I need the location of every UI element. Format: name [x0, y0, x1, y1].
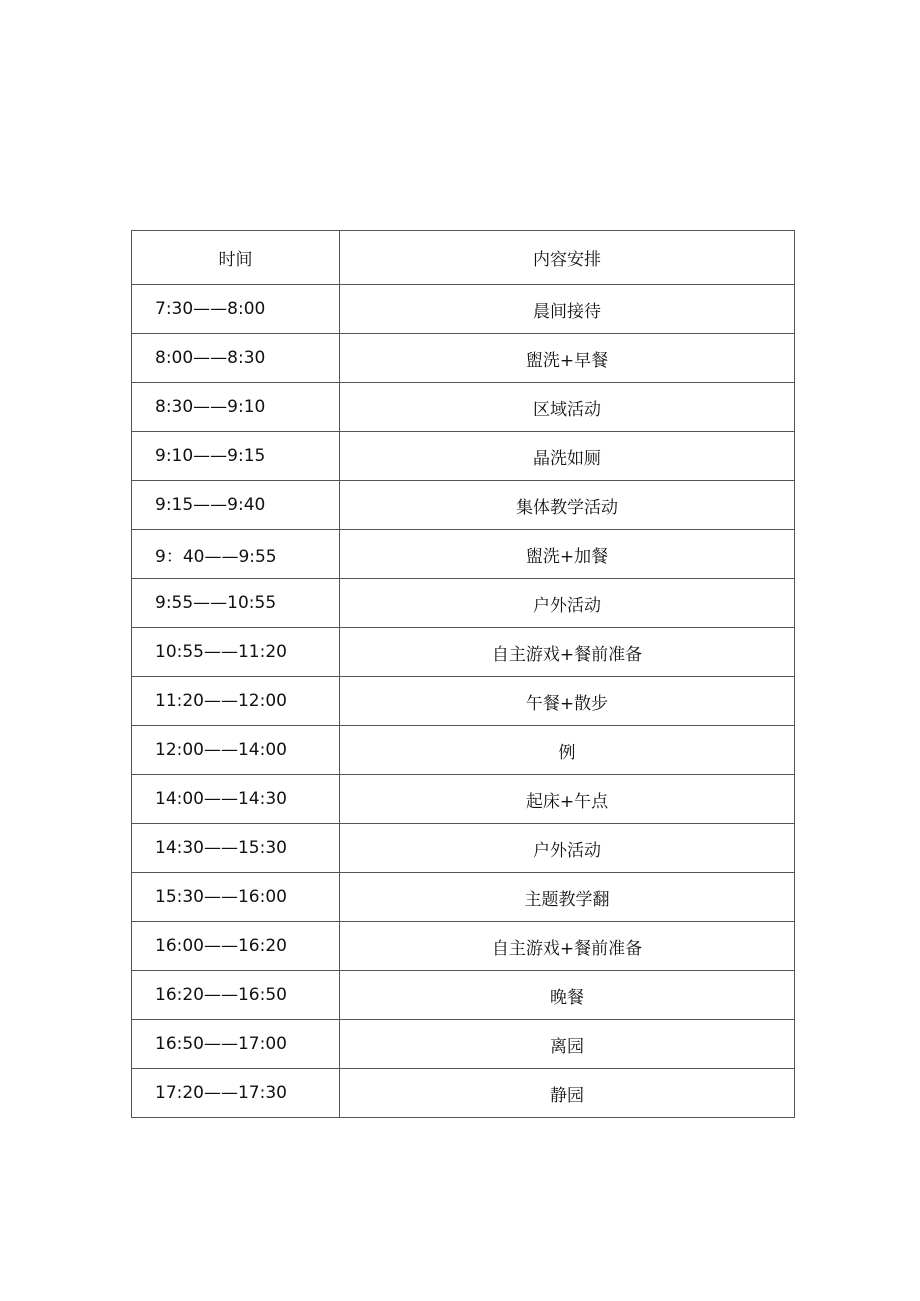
table-row [132, 579, 795, 628]
content-cell: 自主游戏+餐前准备 [340, 922, 795, 971]
content-cell: 户外活动 [340, 824, 795, 873]
content-cell: 晚餐 [340, 971, 795, 1020]
time-cell: 9：40——9:55 [132, 530, 340, 579]
table-row [132, 971, 795, 1020]
content-cell: 户外活动 [340, 579, 795, 628]
content-cell: 主题教学翻 [340, 873, 795, 922]
content-cell: 静园 [340, 1069, 795, 1118]
time-cell: 8:30——9:10 [132, 383, 340, 432]
time-cell: 16:20——16:50 [132, 971, 340, 1020]
content-cell: 离园 [340, 1020, 795, 1069]
time-cell: 11:20——12:00 [132, 677, 340, 726]
table-row [132, 922, 795, 971]
time-cell: 9:15——9:40 [132, 481, 340, 530]
table-row [132, 775, 795, 824]
table-row [132, 824, 795, 873]
content-cell: 盥洗+加餐 [340, 530, 795, 579]
content-cell: 区域活动 [340, 383, 795, 432]
content-cell: 起床+午点 [340, 775, 795, 824]
time-cell: 9:10——9:15 [132, 432, 340, 481]
time-cell: 14:30——15:30 [132, 824, 340, 873]
content-cell: 例 [340, 726, 795, 775]
table-row [132, 1020, 795, 1069]
schedule-table [131, 230, 795, 1118]
table-row [132, 726, 795, 775]
table-row [132, 481, 795, 530]
table-row [132, 1069, 795, 1118]
table-row [132, 530, 795, 579]
time-cell: 16:00——16:20 [132, 922, 340, 971]
time-cell: 17:20——17:30 [132, 1069, 340, 1118]
table-row [132, 628, 795, 677]
time-cell: 7:30——8:00 [132, 285, 340, 334]
time-cell: 9:55——10:55 [132, 579, 340, 628]
time-cell: 12:00——14:00 [132, 726, 340, 775]
table-row [132, 432, 795, 481]
header-time: 时间 [132, 231, 340, 285]
time-cell: 10:55——11:20 [132, 628, 340, 677]
time-cell: 16:50——17:00 [132, 1020, 340, 1069]
content-cell: 午餐+散步 [340, 677, 795, 726]
content-cell: 盥洗+早餐 [340, 334, 795, 383]
table-row [132, 677, 795, 726]
content-cell: 集体教学活动 [340, 481, 795, 530]
time-cell: 8:00——8:30 [132, 334, 340, 383]
content-cell: 自主游戏+餐前准备 [340, 628, 795, 677]
table-row [132, 334, 795, 383]
table-row [132, 873, 795, 922]
time-cell: 15:30——16:00 [132, 873, 340, 922]
header-content: 内容安排 [340, 231, 795, 285]
content-cell: 晶洗如厕 [340, 432, 795, 481]
table-row [132, 383, 795, 432]
content-cell: 晨间接待 [340, 285, 795, 334]
table-row [132, 285, 795, 334]
table-header-row [132, 231, 795, 285]
time-cell: 14:00——14:30 [132, 775, 340, 824]
